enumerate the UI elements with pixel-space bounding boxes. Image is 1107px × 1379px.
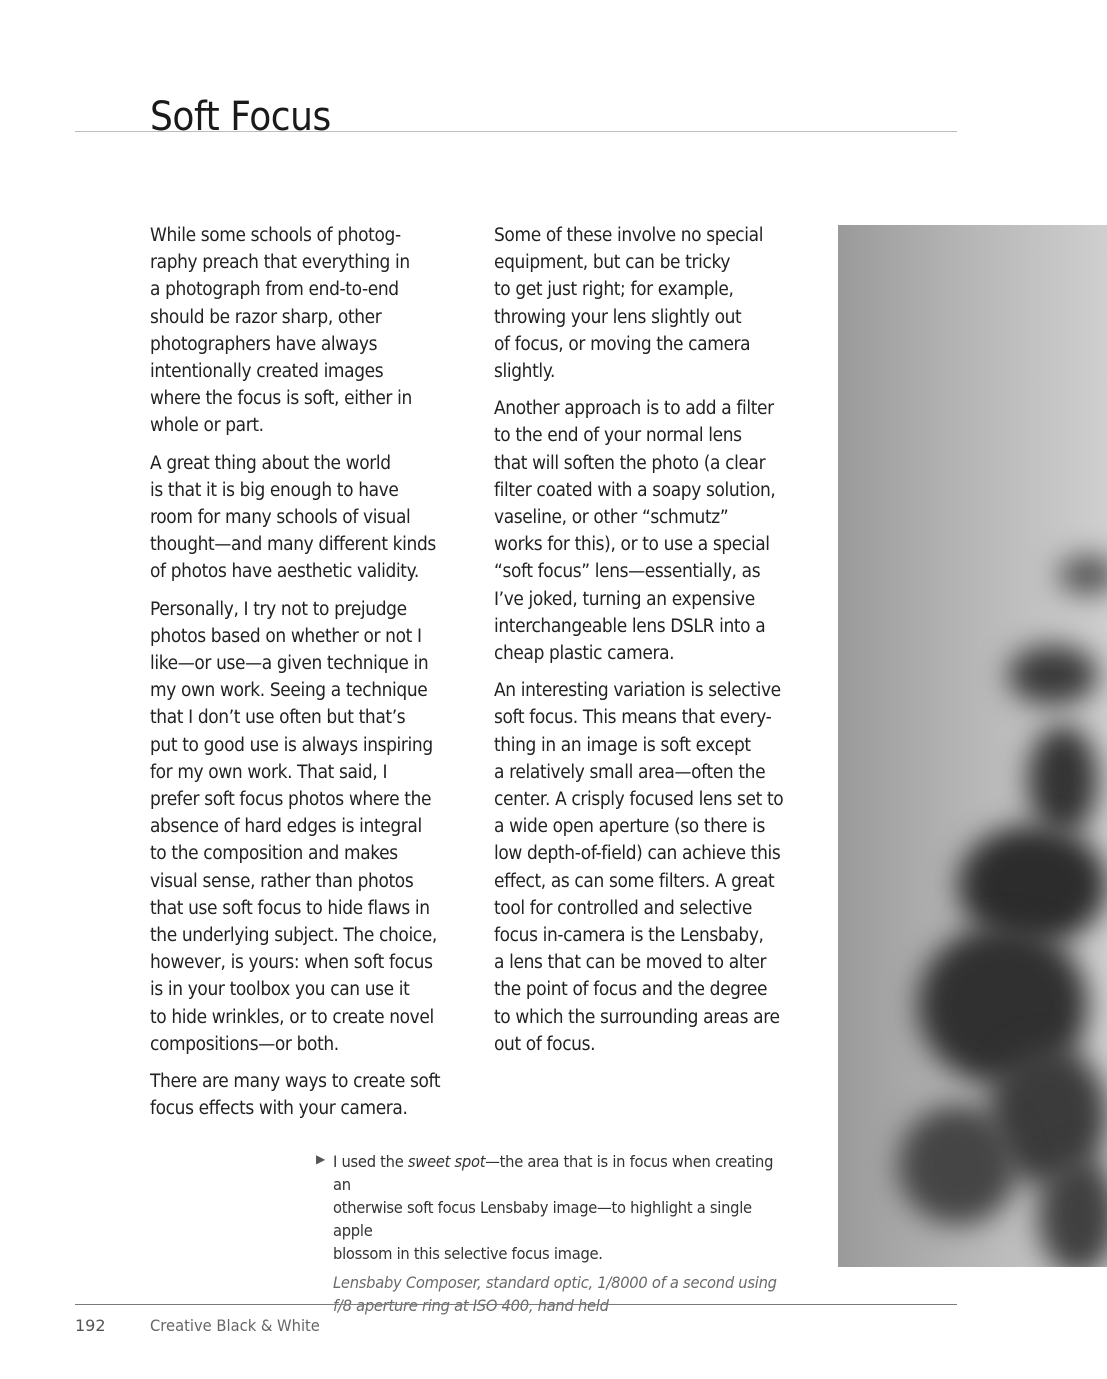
paragraph: A great thing about the world is that it is big enough to have room for many schools of visual thought—and many different kinds of photos have aesthetic validity. <box>150 452 436 583</box>
caption-credit: Lensbaby Composer, standard optic, 1/8000 of a second using f/8 aperture ring at ISO 400, hand held <box>333 1273 777 1315</box>
text-column-right <box>494 222 814 1068</box>
paragraph: Some of these involve no special equipment, but can be tricky to get just right; for example, throwing your lens slightly out of focus, or moving the camera slightly. <box>494 225 764 383</box>
page-title: Soft Focus <box>150 94 331 140</box>
paragraph: Personally, I try not to prejudge photos based on whether or not I like—or use—a given technique in my own work. Seeing a technique that I don’t use often but that’s put to good use is always inspiring for my own work. That said, I prefer soft focus photos where the absence of hard edges is integral to the composition and makes visual sense, rather than photos that use soft focus to hide flaws in the underlying subject. The choice, however, is yours: when soft focus is in your toolbox you can use it to hide wrinkles, or to create novel compositions—or both. <box>150 598 437 1055</box>
soft-focus-photo <box>838 225 1107 1267</box>
text-column-left <box>150 222 470 1133</box>
page-number: 192 <box>75 1316 106 1335</box>
caption-intro: I used the <box>333 1152 408 1171</box>
caption-rest: —the area that is in focus when creating an otherwise soft focus Lensbaby image—to highlight a single apple blossom in this selective focus image. <box>333 1152 774 1263</box>
title-rule <box>75 131 957 132</box>
running-title: Creative Black & White <box>150 1316 320 1335</box>
caption-text <box>333 1150 777 1265</box>
photo-caption <box>316 1150 816 1323</box>
paragraph: Another approach is to add a filter to the end of your normal lens that will soften the photo (a clear filter coated with a soapy solution, vaseline, or other “schmutz” works for this), or to use a special “soft focus” lens—essentially, as I’ve joked, turning an expensive interchangeable lens DSLR into a cheap plastic camera. <box>494 398 776 665</box>
paragraph: While some schools of photog- raphy preach that everything in a photograph from end-to-end should be razor sharp, other photographers have always intentionally created images where the focus is soft, either in whole or part. <box>150 225 412 437</box>
caption-term: sweet spot <box>407 1152 486 1171</box>
paragraph: There are many ways to create soft focus effects with your camera. <box>150 1071 441 1120</box>
footer-rule <box>75 1304 957 1305</box>
caption-arrow-icon: ▶ <box>316 1152 326 1166</box>
paragraph: An interesting variation is selective soft focus. This means that every- thing in an image is soft except a relatively small area—often the center. A crisply focused lens set to a wide open aperture (so there is low depth-of-field) can achieve this effect, as can some filters. A great tool for controlled and selective focus in-camera is the Lensbaby, a lens that can be moved to alter the point of focus and the degree to which the surrounding areas are out of focus. <box>494 680 784 1055</box>
